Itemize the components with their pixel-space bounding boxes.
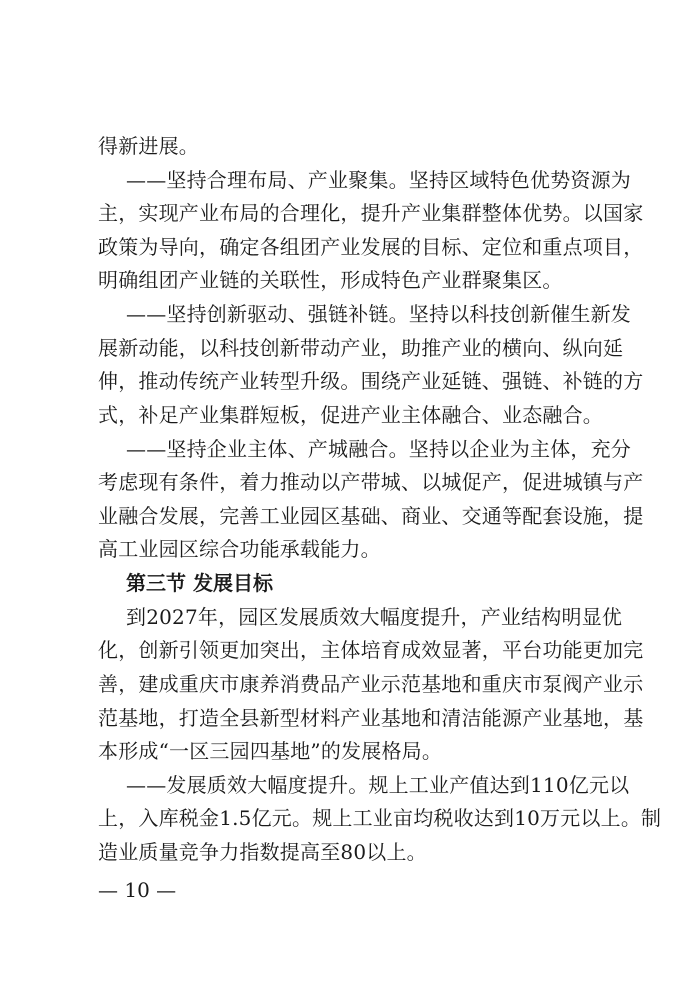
paragraph-line: 化，创新引领更加突出，主体培育成效显著，平台功能更加完 [98,638,644,662]
paragraph-line: 上，入库税金1.5亿元。规上工业亩均税收达到10万元以上。制 [98,806,662,830]
paragraph-line: 政策为导向，确定各组团产业发展的目标、定位和重点项目， [98,235,644,259]
section-heading: 第三节 发展目标 [126,571,273,595]
paragraph-line: 高工业园区综合功能承载能力。 [98,537,381,561]
paragraph-line: 善，建成重庆市康养消费品产业示范基地和重庆市泵阀产业示 [98,672,644,696]
paragraph-line: 本形成“一区三园四基地”的发展格局。 [98,739,443,763]
paragraph-line: ——坚持企业主体、产城融合。坚持以企业为主体，充分 [126,437,631,461]
paragraph-line: 伸，推动传统产业转型升级。围绕产业延链、强链、补链的方 [98,369,644,393]
paragraph-line: ——坚持创新驱动、强链补链。坚持以科技创新催生新发 [126,302,631,326]
paragraph-line: 业融合发展，完善工业园区基础、商业、交通等配套设施，提 [98,504,644,528]
paragraph-line: 范基地，打造全县新型材料产业基地和清洁能源产业基地，基 [98,706,644,730]
paragraph-line: ——发展质效大幅度提升。规上工业产值达到110亿元以 [126,773,630,797]
paragraph-line: ——坚持合理布局、产业聚集。坚持区域特色优势资源为 [126,168,631,192]
paragraph-line: 造业质量竞争力指数提高至80以上。 [98,840,427,864]
paragraph-line: 明确组团产业链的关联性，形成特色产业群聚集区。 [98,268,563,292]
paragraph-line: 式，补足产业集群短板，促进产业主体融合、业态融合。 [98,403,603,427]
paragraph-line: 考虑现有条件，着力推动以产带城、以城促产，促进城镇与产 [98,470,644,494]
paragraph-line: 到2027年，园区发展质效大幅度提升，产业结构明显优 [126,605,623,629]
page-number: — 10 — [98,878,177,902]
paragraph-line: 展新动能，以科技创新带动产业，助推产业的横向、纵向延 [98,336,624,360]
paragraph-line: 得新进展。 [98,134,199,158]
paragraph-line: 主，实现产业布局的合理化，提升产业集群整体优势。以国家 [98,201,644,225]
